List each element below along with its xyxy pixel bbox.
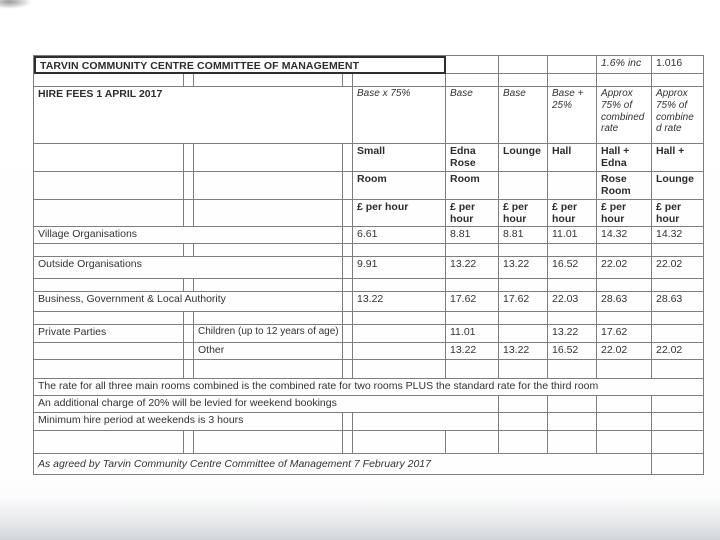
col-formula: Base [446,87,499,144]
empty-cell [184,74,194,87]
empty-cell [184,431,194,454]
rate-value: 28.63 [597,292,652,312]
empty-cell [353,74,446,87]
empty-cell [446,56,499,74]
rate-unit: £ per hour [597,200,652,227]
rate-unit: £ per hour [499,200,548,227]
rate-value: 22.02 [597,257,652,279]
rate-unit: £ per hour [353,200,446,227]
rate-unit: £ per hour [652,200,704,227]
empty-cell [499,396,548,413]
rate-category-label: Business, Government & Local Authority [34,292,343,312]
rate-category-label: Outside Organisations [34,257,343,279]
room-name: Lounge [499,144,548,172]
empty-cell [343,431,353,454]
empty-cell [548,396,597,413]
empty-cell [34,360,184,379]
empty-cell [194,279,343,292]
col-formula: Approx 75% of combined rate [597,87,652,144]
rate-value: 8.81 [446,227,499,244]
empty-cell [499,244,548,257]
empty-cell [343,200,353,227]
empty-cell [343,244,353,257]
empty-cell [548,431,597,454]
room-name: Rose Room [597,172,652,200]
empty-cell [652,454,704,475]
empty-cell [343,172,353,200]
empty-cell [343,227,353,244]
rate-value [353,325,446,343]
empty-cell [184,360,194,379]
rate-value [652,325,704,343]
empty-cell [446,360,499,379]
empty-cell [353,279,446,292]
col-formula: Base x 75% [353,87,446,144]
rate-value: 16.52 [548,343,597,360]
col-formula: Approx 75% of combine d rate [652,87,704,144]
empty-cell [597,279,652,292]
rate-value [499,325,548,343]
empty-cell [34,172,184,200]
empty-cell [343,413,353,431]
empty-cell [548,56,597,74]
empty-cell [343,343,353,360]
empty-cell [652,244,704,257]
rate-value: 22.02 [597,343,652,360]
empty-cell [194,172,343,200]
room-name: Room [446,172,499,200]
rate-value: 22.02 [652,343,704,360]
empty-cell [548,279,597,292]
empty-cell [499,56,548,74]
rate-value: 9.91 [353,257,446,279]
increase-factor: 1.016 [652,56,704,74]
empty-cell [499,413,548,431]
empty-cell [597,244,652,257]
rate-value: 17.62 [597,325,652,343]
empty-cell [34,144,184,172]
empty-cell [499,360,548,379]
empty-cell [652,312,704,325]
empty-cell [597,413,652,431]
empty-cell [34,279,184,292]
empty-cell [652,74,704,87]
empty-cell [184,325,194,343]
empty-cell [343,279,353,292]
empty-cell [353,312,446,325]
rate-category-label: Private Parties [34,325,184,343]
empty-cell [343,292,353,312]
empty-cell [548,312,597,325]
rate-subcategory-label: Other [194,343,343,360]
rate-unit: £ per hour [548,200,597,227]
empty-cell [184,343,194,360]
scan-smudge [0,0,32,9]
col-formula: Base [499,87,548,144]
empty-cell [446,431,499,454]
note-row: The rate for all three main rooms combined is the combined rate for two rooms PLUS the standard rate for the third room [34,379,704,396]
room-name: Hall + [652,144,704,172]
rate-value: 13.22 [446,257,499,279]
empty-cell [597,312,652,325]
empty-cell [343,257,353,279]
empty-cell [353,244,446,257]
note-row: An additional charge of 20% will be levied for weekend bookings [34,396,499,413]
approval-note: As agreed by Tarvin Community Centre Committee of Management 7 February 2017 [34,454,652,475]
room-name: Hall [548,144,597,172]
empty-cell [652,413,704,431]
increase-label: 1.6% inc [597,56,652,74]
empty-cell [184,312,194,325]
rate-value: 17.62 [446,292,499,312]
room-name: Room [353,172,446,200]
empty-cell [548,360,597,379]
room-name: Edna Rose [446,144,499,172]
rate-value: 22.03 [548,292,597,312]
rate-value: 14.32 [597,227,652,244]
rate-value: 6.61 [353,227,446,244]
empty-cell [597,360,652,379]
empty-cell [597,74,652,87]
empty-cell [343,74,353,87]
empty-cell [184,279,194,292]
empty-cell [548,74,597,87]
empty-cell [597,431,652,454]
empty-cell [343,144,353,172]
col-formula: Base + 25% [548,87,597,144]
empty-cell [353,360,446,379]
empty-cell [34,74,184,87]
rate-value: 11.01 [446,325,499,343]
empty-cell [499,431,548,454]
rate-value: 13.22 [353,292,446,312]
empty-cell [184,244,194,257]
empty-cell [343,312,353,325]
rate-value: 11.01 [548,227,597,244]
empty-cell [446,244,499,257]
empty-cell [343,325,353,343]
empty-cell [446,74,499,87]
empty-cell [184,172,194,200]
scan-shadow [0,498,720,540]
empty-cell [499,74,548,87]
empty-cell [34,200,184,227]
rate-value: 8.81 [499,227,548,244]
empty-cell [194,431,343,454]
empty-cell [652,279,704,292]
empty-cell [353,413,499,431]
empty-cell [353,431,446,454]
empty-cell [34,244,184,257]
empty-cell [34,343,184,360]
empty-cell [652,360,704,379]
room-name: Hall + Edna [597,144,652,172]
rate-value: 17.62 [499,292,548,312]
empty-cell [194,200,343,227]
empty-cell [597,396,652,413]
empty-cell [446,312,499,325]
fees-table [33,55,704,475]
rate-value: 13.22 [548,325,597,343]
rate-value: 13.22 [499,257,548,279]
room-name: Small [353,144,446,172]
empty-cell [194,74,343,87]
empty-cell [499,279,548,292]
rate-subcategory-label: Children (up to 12 years of age) [194,325,343,343]
empty-cell [184,200,194,227]
rate-value: 16.52 [548,257,597,279]
rate-value: 28.63 [652,292,704,312]
document-title: TARVIN COMMUNITY CENTRE COMMITTEE OF MANAGEMENT [34,56,446,74]
empty-cell [499,312,548,325]
rate-value: 14.32 [652,227,704,244]
empty-cell [548,413,597,431]
empty-cell [34,312,184,325]
empty-cell [184,144,194,172]
empty-cell [652,431,704,454]
empty-cell [194,312,343,325]
rate-value: 13.22 [446,343,499,360]
note-row: Minimum hire period at weekends is 3 hours [34,413,343,431]
empty-cell [548,244,597,257]
empty-cell [548,172,597,200]
room-name: Lounge [652,172,704,200]
rate-value [353,343,446,360]
rate-value: 13.22 [499,343,548,360]
empty-cell [194,360,343,379]
empty-cell [446,279,499,292]
empty-cell [652,396,704,413]
rate-category-label: Village Organisations [34,227,343,244]
empty-cell [194,244,343,257]
empty-cell [343,360,353,379]
empty-cell [34,431,184,454]
empty-cell [499,172,548,200]
rate-unit: £ per hour [446,200,499,227]
empty-cell [194,144,343,172]
rate-value: 22.02 [652,257,704,279]
hire-fees-heading: HIRE FEES 1 APRIL 2017 [34,87,353,144]
